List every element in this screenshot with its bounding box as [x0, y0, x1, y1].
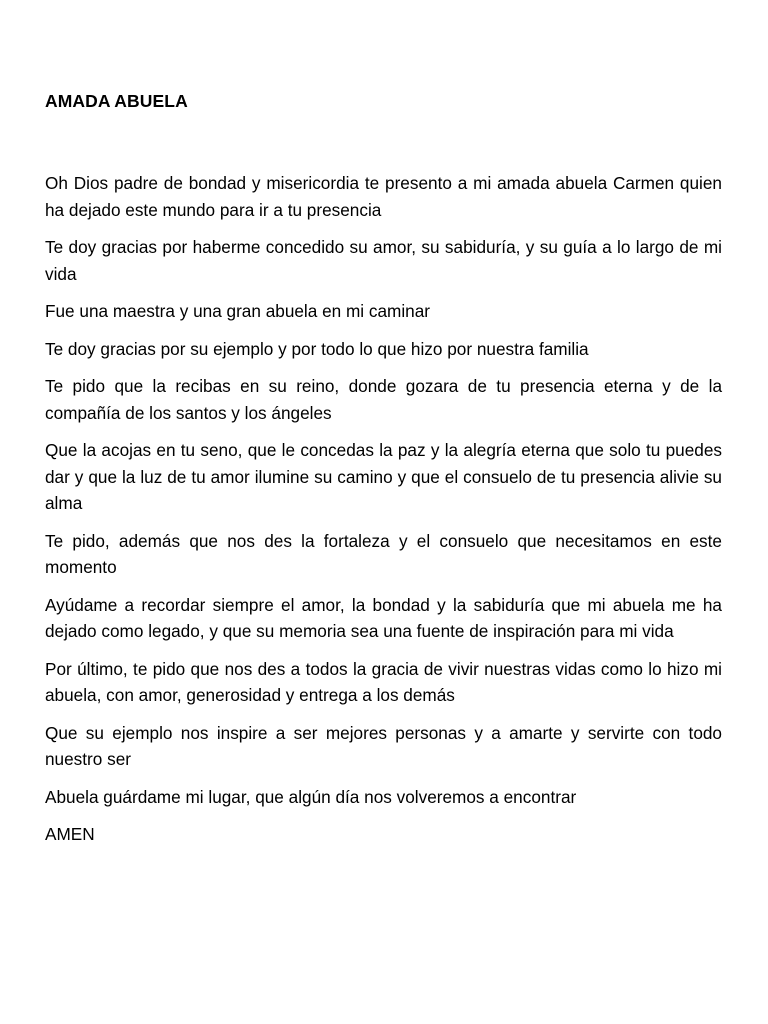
- paragraph-1: Oh Dios padre de bondad y misericordia te presento a mi amada abuela Carmen quien ha dejado este mundo para ir a tu presencia: [45, 173, 722, 220]
- paragraph-2: Te doy gracias por haberme concedido su amor, su sabiduría, y su guía a lo largo de mi vida: [45, 237, 722, 284]
- document-page: [45, 88, 722, 859]
- paragraph-7: Te pido, además que nos des la fortaleza y el consuelo que necesitamos en este momento: [45, 530, 722, 577]
- paragraph-6: Que la acojas en tu seno, que le concedas la paz y la alegría eterna que solo tu puedes dar y que la luz de tu amor ilumine su camino y que el consuelo de tu presencia alivie su alma: [45, 440, 722, 513]
- paragraph-3: Fue una maestra y una gran abuela en mi caminar: [45, 301, 431, 321]
- paragraph-9: Por último, te pido que nos des a todos la gracia de vivir nuestras vidas como lo hizo mi abuela, con amor, generosidad y entrega a los demás: [45, 658, 722, 705]
- paragraph-5: Te pido que la recibas en su reino, donde gozara de tu presencia eterna y de la compañía de los santos y los ángeles: [45, 376, 722, 423]
- paragraph-10: Que su ejemplo nos inspire a ser mejores personas y a amarte y servirte con todo nuestro ser: [45, 722, 722, 769]
- paragraph-8: Ayúdame a recordar siempre el amor, la bondad y la sabiduría que mi abuela me ha dejado como legado, y que su memoria sea una fuente de inspiración para mi vida: [45, 594, 722, 641]
- paragraph-11: Abuela guárdame mi lugar, que algún día nos volveremos a encontrar: [45, 786, 577, 807]
- paragraph-4: Te doy gracias por su ejemplo y por todo lo que hizo por nuestra familia: [45, 338, 589, 359]
- document-title: AMADA ABUELA: [45, 91, 188, 111]
- paragraph-closing: AMEN: [45, 824, 95, 844]
